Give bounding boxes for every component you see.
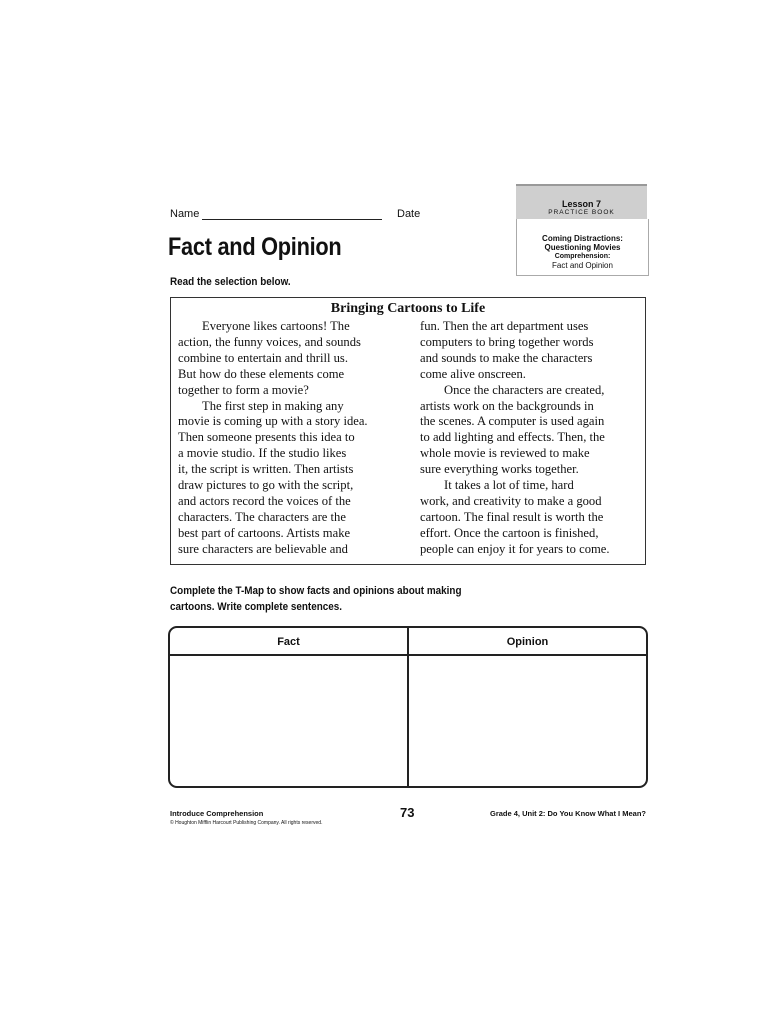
date-field bbox=[397, 208, 420, 220]
passage-line: The first step in making any bbox=[202, 398, 344, 413]
passage-left-column bbox=[178, 319, 403, 558]
page-title: Fact and Opinion bbox=[168, 233, 342, 261]
passage-line: action, the funny voices, and sounds bbox=[178, 334, 361, 349]
passage-line: Then someone presents this idea to bbox=[178, 430, 355, 445]
passage-line: effort. Once the cartoon is finished, bbox=[420, 525, 599, 540]
passage-line: and actors record the voices of the bbox=[178, 493, 351, 508]
passage-line: it, the script is written. Then artists bbox=[178, 462, 354, 477]
t-map bbox=[168, 626, 648, 788]
practice-book-label: PRACTICE BOOK bbox=[548, 209, 615, 216]
footer-unit: Grade 4, Unit 2: Do You Know What I Mean? bbox=[490, 809, 646, 818]
footer-lesson-type: Introduce Comprehension bbox=[170, 809, 264, 818]
passage-right-column bbox=[420, 319, 642, 558]
passage-line: characters. The characters are the bbox=[178, 509, 346, 524]
passage-line: whole movie is reviewed to make bbox=[420, 446, 590, 461]
passage-line: come alive onscreen. bbox=[420, 366, 526, 381]
lesson-badge bbox=[516, 184, 647, 219]
passage-line: fun. Then the art department uses bbox=[420, 319, 589, 333]
tmap-instruction bbox=[170, 583, 462, 615]
opinion-column-header: Opinion bbox=[506, 636, 549, 648]
name-label: Name bbox=[170, 208, 200, 220]
passage-line: and sounds to make the characters bbox=[420, 350, 593, 365]
passage-line: Everyone likes cartoons! The bbox=[202, 319, 350, 333]
fact-answer-area[interactable] bbox=[170, 656, 407, 786]
passage-line: work, and creativity to make a good bbox=[420, 493, 602, 508]
passage-line: cartoon. The final result is worth the bbox=[420, 509, 604, 524]
passage-box bbox=[170, 297, 646, 565]
lesson-info-skill-label: Comprehension: bbox=[554, 253, 611, 260]
passage-line: draw pictures to go with the script, bbox=[178, 478, 354, 493]
lesson-number: Lesson 7 bbox=[561, 199, 601, 209]
opinion-answer-area[interactable] bbox=[409, 656, 646, 786]
passage-line: Once the characters are created, bbox=[444, 382, 605, 397]
passage-line: sure everything works together. bbox=[420, 462, 579, 477]
passage-line: But how do these elements come bbox=[178, 366, 345, 381]
passage-line: combine to entertain and thrill us. bbox=[178, 350, 348, 365]
passage-line: movie is coming up with a story idea. bbox=[178, 414, 368, 429]
name-input-line[interactable] bbox=[202, 208, 382, 220]
lesson-info-subtitle: Questioning Movies bbox=[544, 243, 621, 252]
footer-copyright: © Houghton Mifflin Harcourt Publishing Company. All rights reserved. bbox=[170, 820, 323, 826]
tmap-instruction-line: Complete the T-Map to show facts and opinions about making bbox=[170, 585, 462, 597]
passage-line: It takes a lot of time, hard bbox=[444, 478, 574, 493]
fact-column-header: Fact bbox=[277, 636, 300, 648]
page-number: 73 bbox=[400, 805, 415, 820]
passage-line: artists work on the backgrounds in bbox=[420, 398, 594, 413]
lesson-info-skill: Fact and Opinion bbox=[552, 261, 613, 270]
name-field bbox=[170, 208, 382, 220]
read-instruction: Read the selection below. bbox=[170, 276, 291, 288]
passage-line: sure characters are believable and bbox=[178, 541, 348, 556]
lesson-info-box bbox=[516, 219, 649, 276]
passage-line: computers to bring together words bbox=[420, 334, 594, 349]
date-label: Date bbox=[397, 208, 421, 220]
passage-line: the scenes. A computer is used again bbox=[420, 414, 605, 429]
tmap-instruction-line: cartoons. Write complete sentences. bbox=[170, 601, 343, 613]
passage-line: a movie studio. If the studio likes bbox=[178, 446, 347, 461]
passage-line: people can enjoy it for years to come. bbox=[420, 541, 610, 556]
passage-line: best part of cartoons. Artists make bbox=[178, 525, 351, 540]
passage-title: Bringing Cartoons to Life bbox=[330, 301, 486, 316]
passage-line: together to form a movie? bbox=[178, 382, 309, 397]
lesson-info-title: Coming Distractions: bbox=[542, 234, 623, 243]
passage-line: to add lighting and effects. Then, the bbox=[420, 430, 605, 445]
